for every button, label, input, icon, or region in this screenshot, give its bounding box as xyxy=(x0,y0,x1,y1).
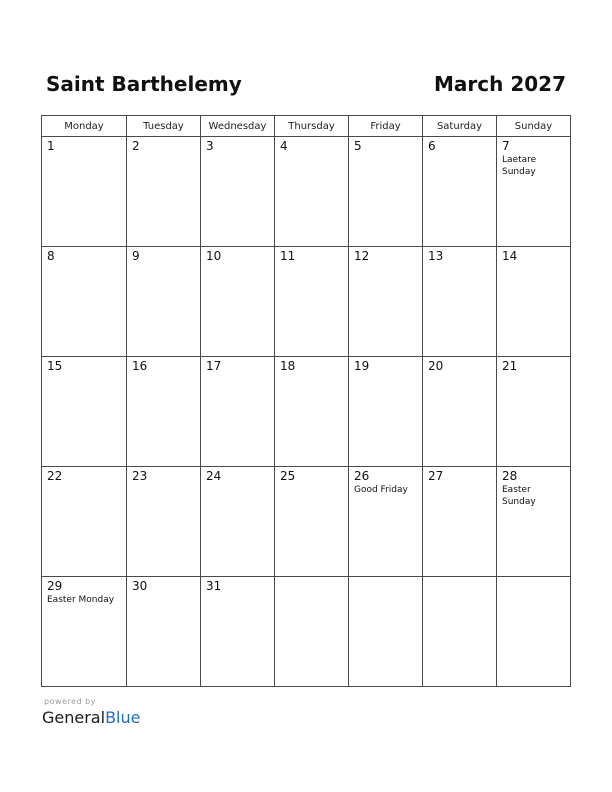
day-cell xyxy=(423,137,497,247)
day-number: 28 xyxy=(502,469,518,483)
day-cell xyxy=(201,467,275,577)
holiday-label xyxy=(349,580,422,581)
holiday-label xyxy=(42,483,126,484)
day-number: 1 xyxy=(47,139,55,153)
weekday-friday: Friday xyxy=(349,116,423,137)
holiday-label xyxy=(201,263,274,264)
holiday-label xyxy=(497,373,570,374)
day-cell xyxy=(349,577,423,687)
day-number: 3 xyxy=(206,139,214,153)
holiday-label xyxy=(497,263,570,264)
day-number: 25 xyxy=(280,469,296,483)
day-number: 16 xyxy=(132,359,148,373)
day-number: 13 xyxy=(428,249,444,263)
day-number: 24 xyxy=(206,469,222,483)
footer-branding xyxy=(42,697,162,728)
generalblue-logo[interactable] xyxy=(42,708,162,728)
holiday-label xyxy=(127,263,200,264)
day-cell xyxy=(42,577,127,687)
holiday-label xyxy=(423,483,496,484)
holiday-label xyxy=(201,153,274,154)
holiday-label xyxy=(349,263,422,264)
day-number: 19 xyxy=(354,359,370,373)
day-cell xyxy=(497,577,571,687)
day-cell xyxy=(497,357,571,467)
day-number: 5 xyxy=(354,139,362,153)
holiday-label xyxy=(423,373,496,374)
holiday-label: Good Friday xyxy=(354,485,408,495)
day-cell xyxy=(201,137,275,247)
day-cell xyxy=(275,357,349,467)
day-number: 9 xyxy=(132,249,140,263)
day-cell xyxy=(201,247,275,357)
holiday-label xyxy=(127,373,200,374)
holiday-label xyxy=(127,593,200,594)
day-number: 17 xyxy=(206,359,222,373)
holiday-label xyxy=(423,153,496,154)
day-cell xyxy=(127,467,201,577)
holiday-label xyxy=(275,483,348,484)
day-cell xyxy=(127,247,201,357)
day-cell xyxy=(201,577,275,687)
holiday-label xyxy=(42,153,126,154)
holiday-label: Easter Sunday xyxy=(502,485,536,507)
day-cell xyxy=(42,357,127,467)
day-cell xyxy=(127,577,201,687)
day-number: 7 xyxy=(502,139,510,153)
day-cell xyxy=(127,357,201,467)
day-cell xyxy=(42,247,127,357)
holiday-label xyxy=(201,593,274,594)
day-cell xyxy=(497,247,571,357)
day-number: 14 xyxy=(502,249,518,263)
day-cell xyxy=(349,247,423,357)
brand-general-text: General xyxy=(42,708,106,727)
week-row xyxy=(42,467,571,577)
day-cell xyxy=(423,577,497,687)
holiday-label xyxy=(349,373,422,374)
weekday-sunday: Sunday xyxy=(497,116,571,137)
holiday-label xyxy=(127,153,200,154)
holiday-label xyxy=(275,153,348,154)
day-cell xyxy=(349,357,423,467)
day-cell xyxy=(423,247,497,357)
day-cell xyxy=(42,467,127,577)
day-number: 6 xyxy=(428,139,436,153)
calendar-grid xyxy=(41,115,571,687)
day-number: 12 xyxy=(354,249,370,263)
holiday-label xyxy=(201,373,274,374)
weekday-header-row xyxy=(42,116,571,137)
holiday-label: Laetare Sunday xyxy=(502,155,537,177)
weekday-monday: Monday xyxy=(42,116,127,137)
day-number: 23 xyxy=(132,469,148,483)
day-number: 22 xyxy=(47,469,63,483)
holiday-label xyxy=(497,580,570,581)
brand-blue-text: Blue xyxy=(105,708,141,727)
holiday-label xyxy=(42,373,126,374)
day-number: 26 xyxy=(354,469,370,483)
day-cell xyxy=(275,467,349,577)
weekday-saturday: Saturday xyxy=(423,116,497,137)
day-cell xyxy=(275,247,349,357)
day-number: 8 xyxy=(47,249,55,263)
week-row xyxy=(42,357,571,467)
day-cell xyxy=(423,467,497,577)
day-cell xyxy=(349,137,423,247)
weekday-wednesday: Wednesday xyxy=(201,116,275,137)
day-cell xyxy=(201,357,275,467)
day-number: 30 xyxy=(132,579,148,593)
holiday-label: Easter Monday xyxy=(47,595,115,605)
holiday-label xyxy=(275,263,348,264)
holiday-label xyxy=(275,373,348,374)
day-cell xyxy=(497,137,571,247)
holiday-label xyxy=(275,580,348,581)
weekday-tuesday: Tuesday xyxy=(127,116,201,137)
day-cell xyxy=(127,137,201,247)
day-number: 15 xyxy=(47,359,63,373)
week-row xyxy=(42,247,571,357)
day-number: 11 xyxy=(280,249,296,263)
country-title: Saint Barthelemy xyxy=(46,72,242,96)
powered-by-label: powered by xyxy=(44,697,96,706)
day-number: 31 xyxy=(206,579,222,593)
day-cell xyxy=(423,357,497,467)
day-number: 27 xyxy=(428,469,444,483)
calendar-header xyxy=(46,70,566,100)
day-cell xyxy=(275,137,349,247)
weekday-thursday: Thursday xyxy=(275,116,349,137)
day-cell xyxy=(497,467,571,577)
holiday-label xyxy=(201,483,274,484)
day-cell xyxy=(42,137,127,247)
month-title: March 2027 xyxy=(434,72,566,96)
day-number: 18 xyxy=(280,359,296,373)
holiday-label xyxy=(349,153,422,154)
holiday-label xyxy=(423,263,496,264)
day-cell xyxy=(349,467,423,577)
holiday-label xyxy=(42,263,126,264)
day-cell xyxy=(275,577,349,687)
week-row xyxy=(42,137,571,247)
day-number: 4 xyxy=(280,139,288,153)
week-row xyxy=(42,577,571,687)
day-number: 21 xyxy=(502,359,518,373)
holiday-label xyxy=(423,580,496,581)
day-number: 29 xyxy=(47,579,63,593)
day-number: 10 xyxy=(206,249,222,263)
day-number: 20 xyxy=(428,359,444,373)
day-number: 2 xyxy=(132,139,140,153)
holiday-label xyxy=(127,483,200,484)
